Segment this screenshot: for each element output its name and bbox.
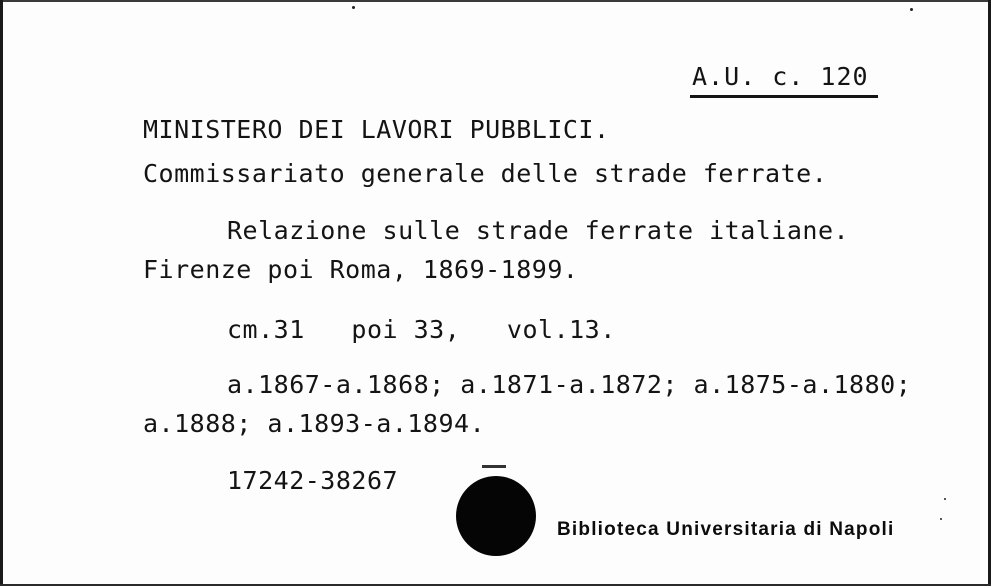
holdings-line-1: a.1867-a.1868; a.1871-a.1872; a.1875-a.1880;	[227, 370, 912, 399]
inventory-number: 17242-38267	[227, 466, 399, 495]
title-line-1: Relazione sulle strade ferrate italiane.	[227, 216, 850, 245]
speck-mark	[940, 518, 942, 520]
punch-hole	[456, 476, 536, 556]
speck-mark	[910, 8, 913, 11]
title-line-2: Firenze poi Roma, 1869-1899.	[143, 255, 579, 284]
card-top-edge	[0, 0, 991, 2]
speck-mark	[352, 6, 355, 9]
heading-line-2: Commissariato generale delle strade ferrate.	[143, 159, 828, 188]
card-left-edge	[0, 0, 3, 586]
holdings-line-2: a.1888; a.1893-a.1894.	[143, 409, 486, 438]
shelfmark-underline	[690, 95, 878, 98]
library-stamp: Biblioteca Universitaria di Napoli	[557, 519, 895, 540]
shelfmark: A.U. c. 120	[692, 62, 869, 91]
hole-mark	[482, 465, 506, 468]
heading-line-1: MINISTERO DEI LAVORI PUBBLICI.	[143, 115, 610, 144]
physical-description: cm.31 poi 33, vol.13.	[227, 315, 616, 344]
speck-mark	[944, 498, 946, 500]
